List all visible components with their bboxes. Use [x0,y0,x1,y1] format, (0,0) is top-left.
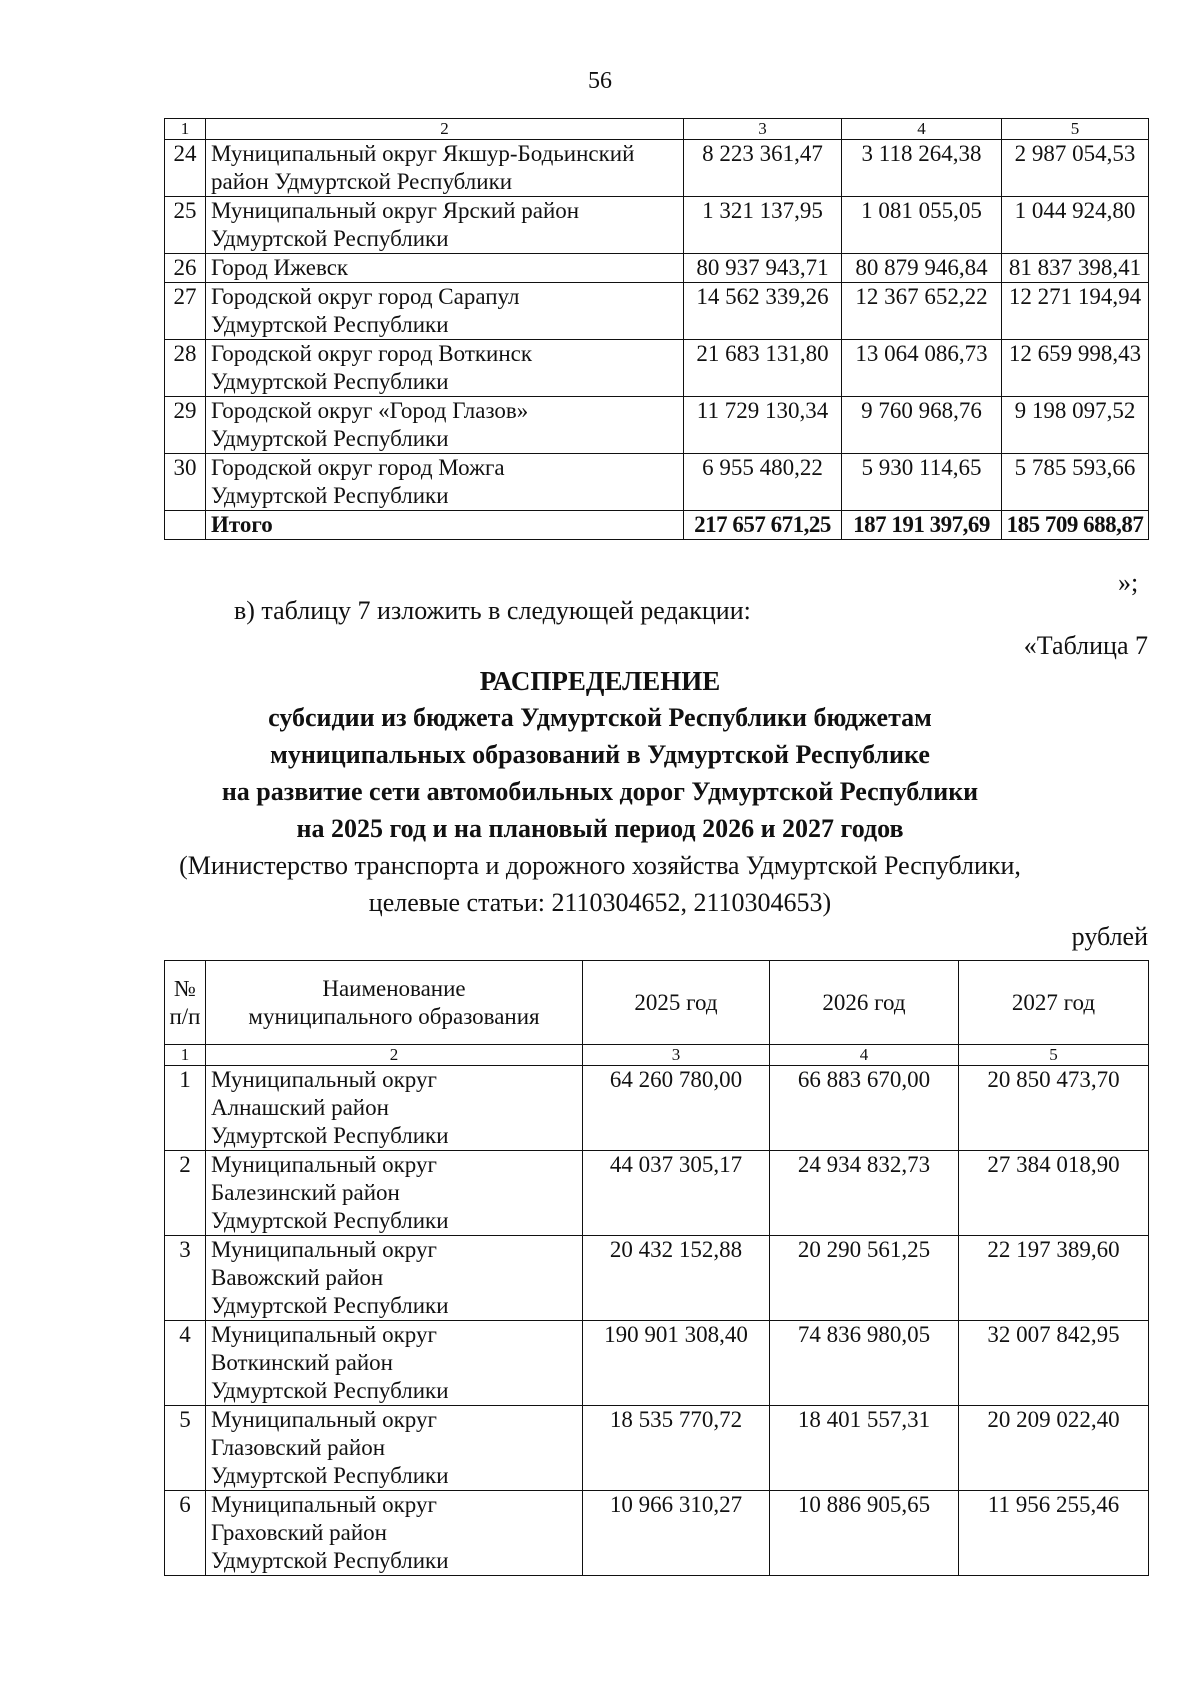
table-row [165,454,1149,511]
value-2026: 1 081 055,05 [842,197,1002,254]
column-number: 1 [165,119,206,140]
value-2026: 18 401 557,31 [770,1406,959,1491]
table-row [165,1491,1149,1576]
units-label: рублей [1071,922,1148,951]
title-line: на 2025 год и на плановый период 2026 и 2027 годов [296,814,904,843]
value-2026: 10 886 905,65 [770,1491,959,1576]
value-2027: 32 007 842,95 [959,1321,1149,1406]
row-number: 29 [165,397,206,454]
page-number: 56 [588,68,612,94]
title-line: субсидии из бюджета Удмуртской Республики бюджетам [268,703,932,732]
table-row [165,254,1149,283]
table-row [165,340,1149,397]
header-2026: 2026 год [770,961,959,1045]
header-2025: 2025 год [583,961,770,1045]
table-row [165,397,1149,454]
municipality-name: Муниципальный округ Ярский район Удмуртской Республики [206,197,684,254]
total-2027: 185 709 688,87 [1002,511,1149,540]
column-number: 4 [770,1045,959,1066]
row-number: 27 [165,283,206,340]
value-2025: 21 683 131,80 [684,340,842,397]
row-number: 1 [165,1066,206,1151]
value-2027: 27 384 018,90 [959,1151,1149,1236]
value-2025: 11 729 130,34 [684,397,842,454]
closing-quote: »; [1118,568,1139,597]
table-row [165,140,1149,197]
table-row [165,1321,1149,1406]
column-number: 3 [684,119,842,140]
total-2026: 187 191 397,69 [842,511,1002,540]
value-2025: 190 901 308,40 [583,1321,770,1406]
header-name: Наименование муниципального образования [206,961,583,1045]
value-2026: 9 760 968,76 [842,397,1002,454]
value-2027: 12 659 998,43 [1002,340,1149,397]
row-number: 26 [165,254,206,283]
municipality-name: Муниципальный округ Якшур-Бодьинский район Удмуртской Республики [206,140,684,197]
row-number: 25 [165,197,206,254]
column-number: 2 [206,1045,583,1066]
value-2025: 1 321 137,95 [684,197,842,254]
table-row [165,1406,1149,1491]
value-2026: 3 118 264,38 [842,140,1002,197]
value-2025: 44 037 305,17 [583,1151,770,1236]
column-number: 4 [842,119,1002,140]
value-2027: 12 271 194,94 [1002,283,1149,340]
row-number: 4 [165,1321,206,1406]
total-2025: 217 657 671,25 [684,511,842,540]
row-number: 30 [165,454,206,511]
value-2025: 64 260 780,00 [583,1066,770,1151]
value-2026: 66 883 670,00 [770,1066,959,1151]
municipality-name: Муниципальный округ Глазовский район Удмуртской Республики [206,1406,583,1491]
municipality-name: Городской округ город Можга Удмуртской Республики [206,454,684,511]
value-2027: 20 209 022,40 [959,1406,1149,1491]
value-2025: 10 966 310,27 [583,1491,770,1576]
municipality-name: Муниципальный округ Воткинский район Удмуртской Республики [206,1321,583,1406]
municipality-name: Муниципальный округ Вавожский район Удмуртской Республики [206,1236,583,1321]
total-number-cell [165,511,206,540]
value-2026: 80 879 946,84 [842,254,1002,283]
total-label: Итого [206,511,684,540]
municipality-name: Городской округ «Город Глазов» Удмуртской Республики [206,397,684,454]
column-numbers-row [165,119,1149,140]
municipality-name: Муниципальный округ Алнашский район Удмуртской Республики [206,1066,583,1151]
header-2027: 2027 год [959,961,1149,1045]
table-row [165,283,1149,340]
municipality-name: Муниципальный округ Балезинский район Удмуртской Республики [206,1151,583,1236]
total-row [165,511,1149,540]
row-number: 28 [165,340,206,397]
value-2026: 5 930 114,65 [842,454,1002,511]
row-number: 24 [165,140,206,197]
value-2027: 1 044 924,80 [1002,197,1149,254]
row-number: 2 [165,1151,206,1236]
value-2026: 20 290 561,25 [770,1236,959,1321]
instruction-text: в) таблицу 7 изложить в следующей редакции: [234,596,751,625]
table-row [165,1151,1149,1236]
column-number: 5 [1002,119,1149,140]
municipality-name: Городской округ город Воткинск Удмуртской Республики [206,340,684,397]
title-note: целевые статьи: 2110304652, 2110304653) [368,888,832,917]
header-row [165,961,1149,1045]
value-2026: 13 064 086,73 [842,340,1002,397]
column-number: 3 [583,1045,770,1066]
value-2025: 20 432 152,88 [583,1236,770,1321]
value-2025: 18 535 770,72 [583,1406,770,1491]
value-2025: 14 562 339,26 [684,283,842,340]
table-row [165,1066,1149,1151]
title-note: (Министерство транспорта и дорожного хозяйства Удмуртской Республики, [179,851,1021,880]
value-2027: 11 956 255,46 [959,1491,1149,1576]
column-numbers-row [165,1045,1149,1066]
row-number: 3 [165,1236,206,1321]
value-2027: 9 198 097,52 [1002,397,1149,454]
title-line: муниципальных образований в Удмуртской Республике [270,740,930,769]
value-2027: 22 197 389,60 [959,1236,1149,1321]
title-line: на развитие сети автомобильных дорог Удмуртской Республики [221,777,979,806]
column-number: 5 [959,1045,1149,1066]
value-2025: 80 937 943,71 [684,254,842,283]
title-heading: РАСПРЕДЕЛЕНИЕ [479,666,721,696]
value-2026: 74 836 980,05 [770,1321,959,1406]
value-2027: 2 987 054,53 [1002,140,1149,197]
table-row [165,197,1149,254]
value-2027: 5 785 593,66 [1002,454,1149,511]
value-2027: 20 850 473,70 [959,1066,1149,1151]
municipality-name: Город Ижевск [206,254,684,283]
value-2026: 12 367 652,22 [842,283,1002,340]
column-number: 2 [206,119,684,140]
value-2025: 8 223 361,47 [684,140,842,197]
value-2027: 81 837 398,41 [1002,254,1149,283]
municipality-name: Муниципальный округ Граховский район Удмуртской Республики [206,1491,583,1576]
continued-table [164,118,1149,540]
header-number: № п/п [165,961,206,1045]
municipality-name: Городской округ город Сарапул Удмуртской Республики [206,283,684,340]
row-number: 6 [165,1491,206,1576]
table-label: «Таблица 7 [1023,631,1148,660]
table-row [165,1236,1149,1321]
table-7 [164,960,1149,1576]
row-number: 5 [165,1406,206,1491]
value-2026: 24 934 832,73 [770,1151,959,1236]
column-number: 1 [165,1045,206,1066]
value-2025: 6 955 480,22 [684,454,842,511]
